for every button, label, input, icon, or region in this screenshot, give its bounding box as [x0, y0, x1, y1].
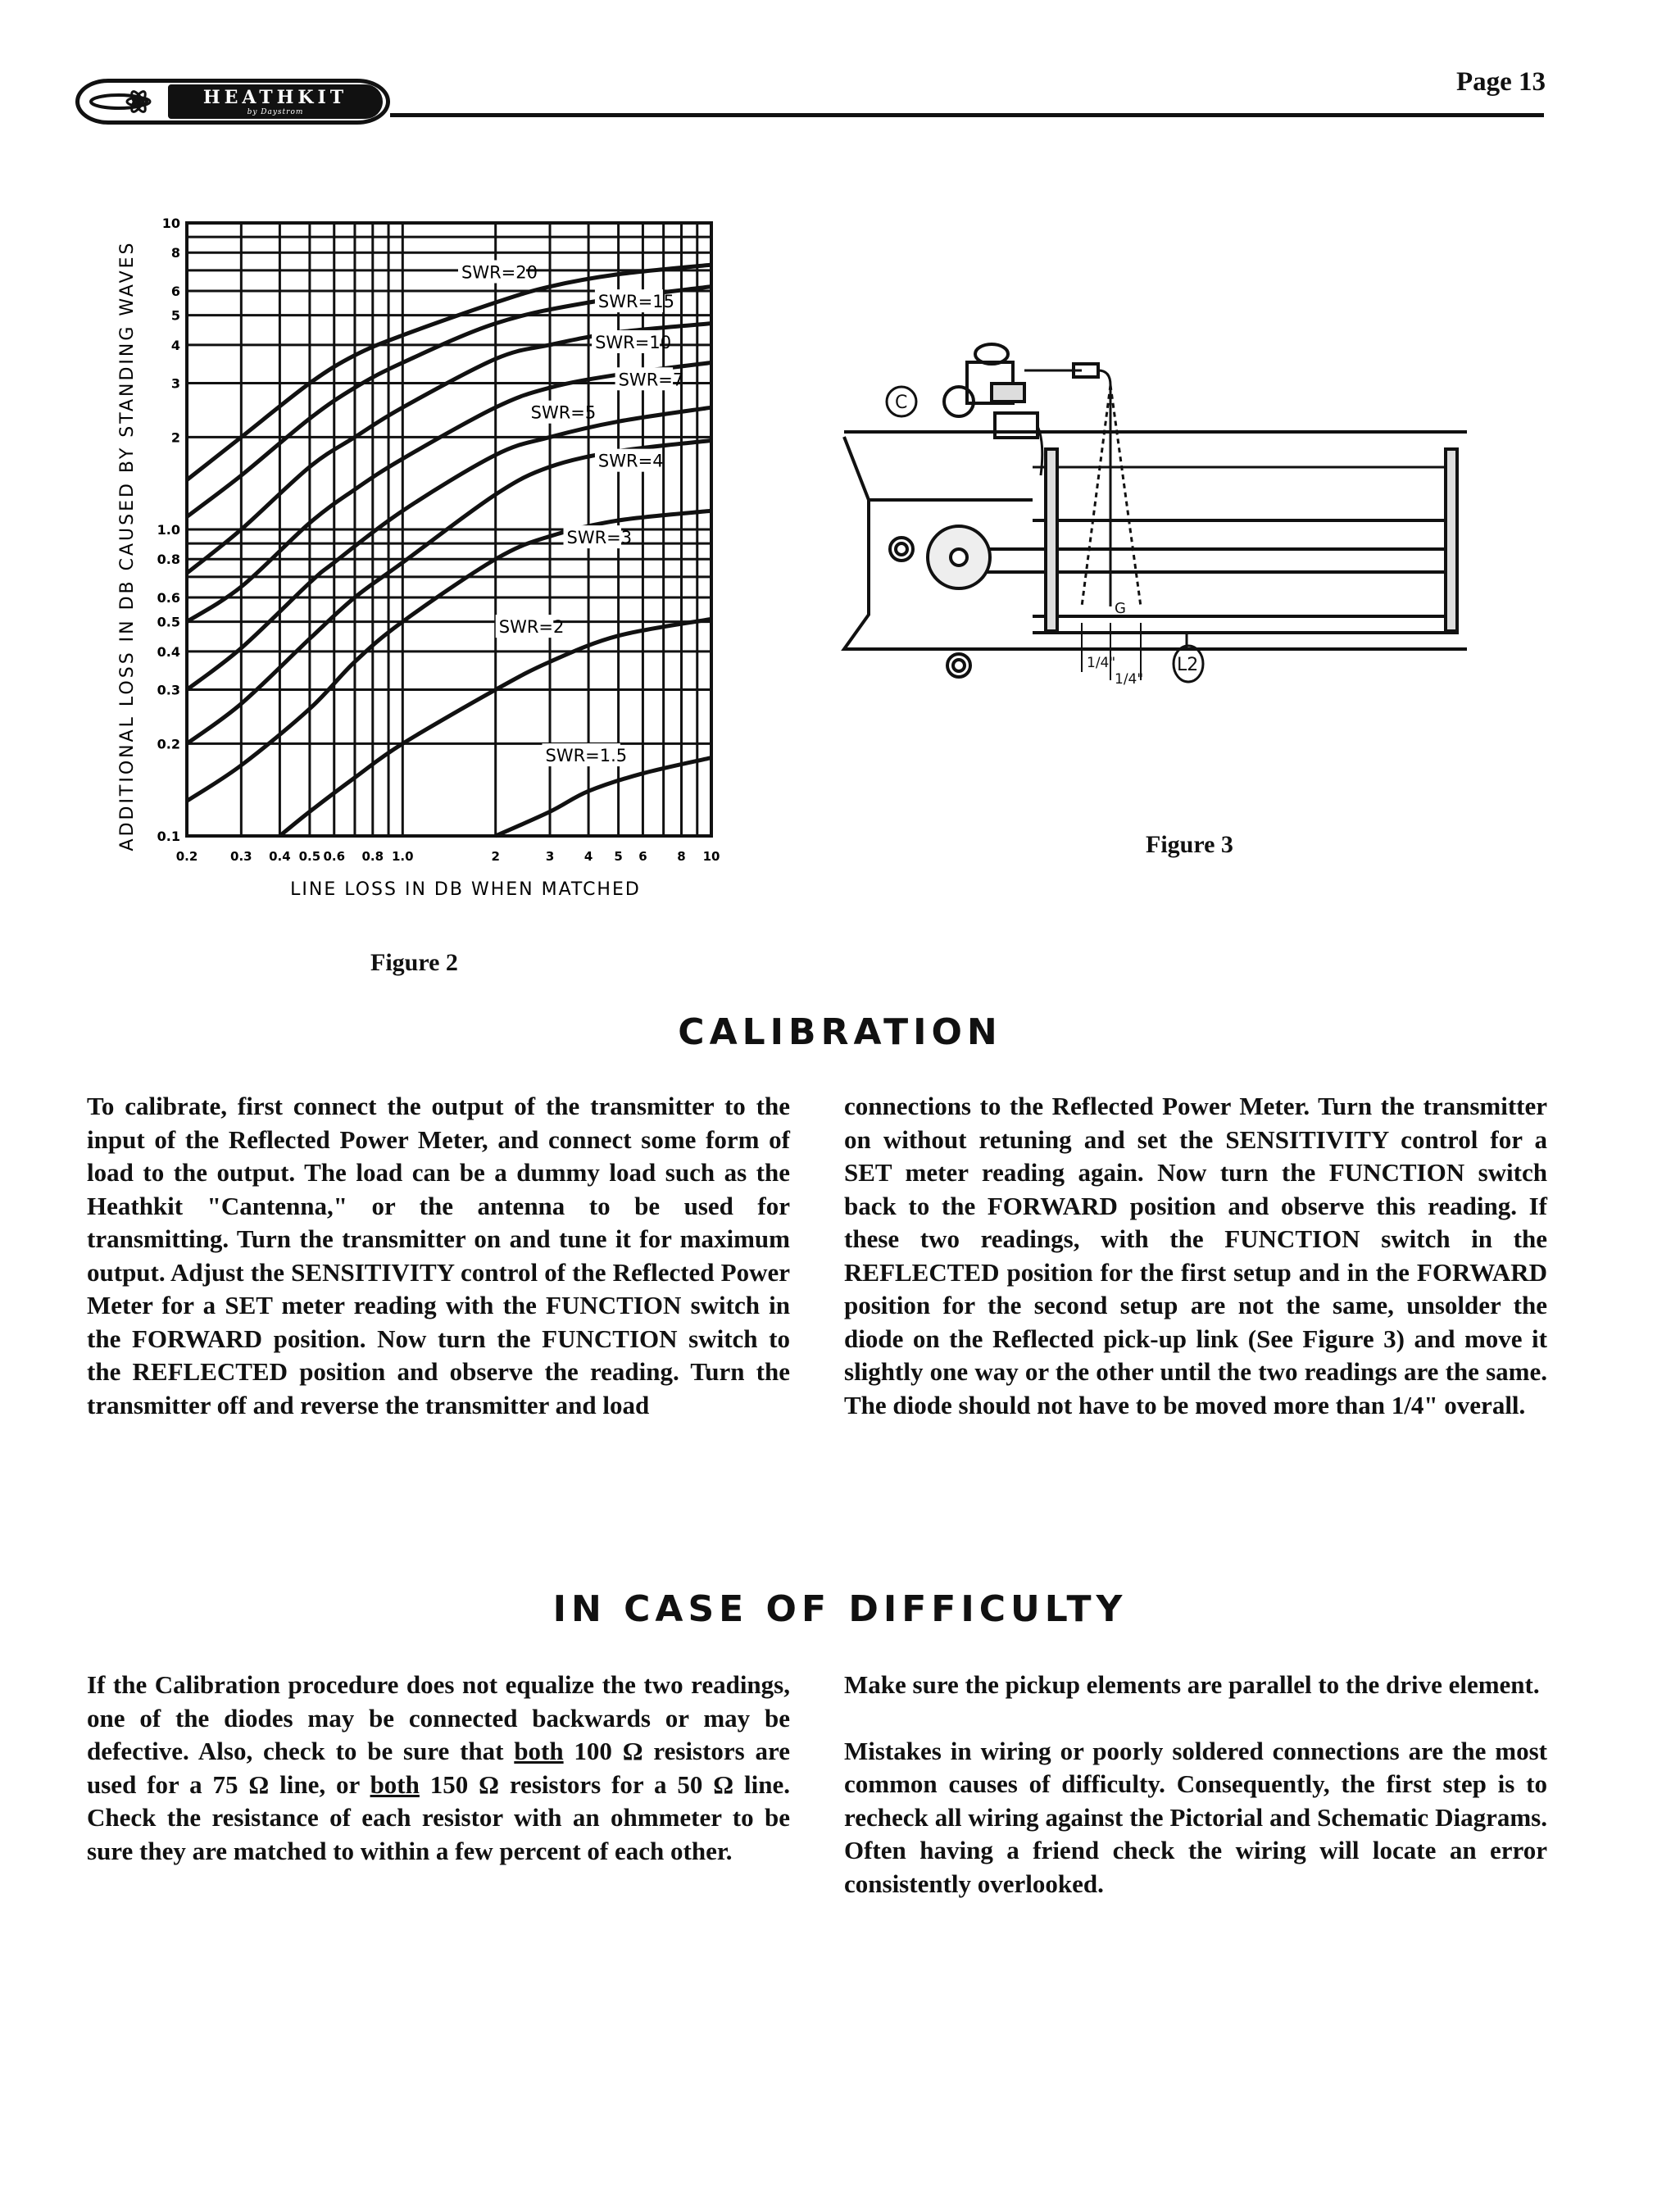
x-tick-label: 0.5	[298, 849, 321, 864]
difficulty-left-column	[87, 1669, 790, 1868]
y-tick-label: 2	[170, 429, 180, 446]
x-tick-label: 0.3	[230, 849, 252, 864]
x-tick-label: 8	[677, 849, 686, 864]
y-tick-label: 1.0	[157, 522, 180, 538]
swr-curve	[496, 758, 711, 836]
y-tick-label: 6	[170, 283, 180, 299]
callout-c: C	[895, 393, 908, 413]
x-tick-label: 6	[638, 849, 647, 864]
x-tick-label: 4	[583, 849, 593, 864]
curve-label: SWR=10	[595, 332, 672, 352]
calibration-right-column	[844, 1090, 1547, 1422]
logo-subtitle: by Daystrom	[247, 108, 304, 116]
y-axis-title: ADDITIONAL LOSS IN DB CAUSED BY STANDING WAVES	[117, 240, 138, 852]
y-tick-label: 0.1	[157, 829, 180, 844]
x-tick-label: 1.0	[392, 849, 414, 864]
y-tick-label: 0.3	[157, 682, 180, 698]
difficulty-heading: IN CASE OF DIFFICULTY	[552, 1588, 1128, 1630]
x-tick-label: 5	[614, 849, 623, 864]
y-tick-label: 8	[170, 245, 180, 261]
heathkit-logo	[75, 79, 390, 125]
curve-label: SWR=5	[530, 402, 597, 423]
y-tick-label: 0.8	[157, 552, 180, 568]
x-tick-label: 3	[545, 849, 555, 864]
y-tick-label: 5	[170, 307, 180, 324]
logo-plate	[168, 84, 383, 119]
x-tick-label: 2	[491, 849, 500, 864]
difficulty-paragraph-1	[87, 1669, 790, 1868]
header-rule	[390, 113, 1544, 117]
y-tick-label: 0.4	[157, 643, 180, 660]
logo-brand: HEATHKIT	[202, 87, 348, 108]
curve-label: SWR=15	[597, 292, 674, 312]
x-tick-label: 0.2	[175, 849, 198, 864]
difficulty-paragraph-3: Mistakes in wiring or poorly soldered connections are the most common causes of difficulty. Consequently, the first step is to recheck all wiring against the Pictorial and Schematic Diagrams. Often having a friend check the wiring will locate an error consistently overlooked.	[844, 1736, 1547, 1898]
calibration-heading: CALIBRATION	[678, 1011, 1002, 1053]
text-run: If the Calibration procedure does not equalize the two readings, one of the diodes may be connected backwards or may be defective. Also, check to be sure that	[87, 1670, 790, 1765]
figure-3-caption: Figure 3	[1146, 831, 1233, 858]
calibration-paragraph-2: connections to the Reflected Power Meter. Turn the transmitter on without retuning and set the SENSITIVITY control for a SET meter reading again. Now turn the FUNCTION switch back to the FORWARD position and observe this reading. If these two readings, with the FUNCTION switch in the REFLECTED position for the first setup and in the FORWARD position for the second setup are not the same, unsolder the diode on the Reflected pick-up link (See Figure 3) and move it slightly one way or the other until the two readings are the same. The diode should not have to be moved more than 1/4" overall.	[844, 1092, 1547, 1419]
x-tick-label: 0.8	[361, 849, 384, 864]
x-tick-label: 0.4	[269, 849, 291, 864]
calibration-left-column	[87, 1090, 790, 1422]
swr-curve	[187, 441, 711, 744]
figure-2-caption: Figure 2	[370, 949, 458, 976]
figure-2-chart	[107, 197, 729, 901]
x-axis-title: LINE LOSS IN DB WHEN MATCHED	[290, 879, 641, 900]
calibration-paragraph-1: To calibrate, first connect the output of the transmitter to the input of the Reflected Power Meter, and connect some form of load to the output. The load can be a dummy load such as the Heathkit "Cantenna," or the antenna to be used for transmitting. Turn the transmitter on and tune it for maximum output. Adjust the SENSITIVITY control of the Reflected Power Meter for a SET meter reading with the FUNCTION switch in the FORWARD position. Now turn the FUNCTION switch to the REFLECTED position and observe the reading. Turn the transmitter off and reverse the transmitter and load	[87, 1092, 790, 1419]
pickup-link-diagram	[895, 311, 1483, 688]
curve-label: SWR=20	[461, 262, 538, 283]
y-tick-label: 10	[161, 216, 180, 231]
difficulty-paragraph-2: Make sure the pickup elements are parallel to the drive element.	[844, 1670, 1540, 1699]
x-tick-label: 10	[702, 849, 720, 864]
y-tick-label: 0.5	[157, 614, 180, 630]
difficulty-right-column	[844, 1669, 1547, 1901]
swr-loss-chart	[107, 197, 729, 901]
y-tick-label: 0.2	[157, 736, 180, 752]
curve-label: SWR=1.5	[545, 746, 628, 766]
text-run: 150 Ω resistors for a 50 Ω line. Check the resistance of each resistor with an ohmmeter to be sure they are matched to within a few percent of each other.	[87, 1769, 790, 1865]
text-run: 100 Ω resistors are used for a 75 Ω line, or	[87, 1737, 790, 1799]
x-tick-label: 0.6	[323, 849, 346, 864]
dimension-right: 1/4"	[1115, 671, 1144, 688]
swr-curve	[187, 511, 711, 801]
callout-l2: L2	[1177, 655, 1199, 675]
curve-label: SWR=4	[597, 451, 664, 471]
emphasis-both: both	[514, 1737, 564, 1765]
curve-label: SWR=7	[618, 370, 684, 390]
curve-label: SWR=2	[498, 617, 565, 638]
swr-curve	[187, 363, 711, 622]
page-number: Page 13	[1455, 67, 1546, 97]
atom-emblem-icon	[88, 88, 163, 116]
y-tick-label: 0.6	[157, 589, 180, 606]
emphasis-both: both	[370, 1769, 420, 1799]
curve-label: SWR=3	[566, 528, 633, 548]
callout-g: G	[1115, 600, 1126, 617]
figure-3-drawing	[895, 311, 1483, 692]
y-tick-label: 3	[170, 375, 180, 392]
y-tick-label: 4	[170, 337, 180, 353]
dimension-left: 1/4"	[1087, 655, 1116, 671]
